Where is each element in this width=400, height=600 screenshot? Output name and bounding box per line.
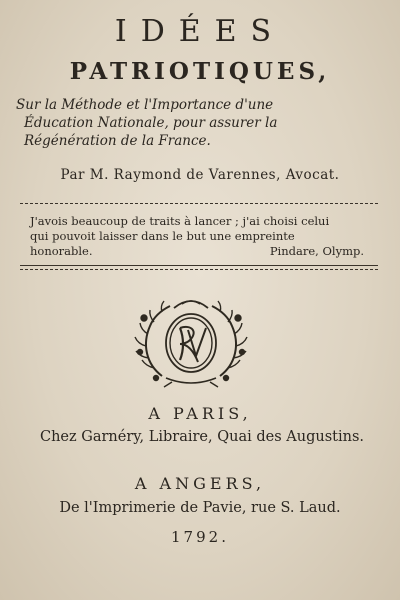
title-line-ideas: IDÉES [114,14,286,49]
epigraph-attribution: Pindare, Olymp. [269,244,364,258]
bottom-divider-dashed [20,269,378,270]
imprint-publisher-paris: Chez Garnéry, Libraire, Quai des Augustins. [39,429,364,445]
epigraph-line-2: qui pouvoit laisser dans le but une empreinte [30,229,295,243]
imprint-city-angers: A ANGERS, [134,474,266,493]
bottom-divider [20,265,378,266]
subtitle [16,96,386,150]
epigraph-line-1: J'avois beaucoup de traits à lancer ; j'ai choisi celui [30,214,330,228]
imprint-publisher-angers: De l'Imprimerie de Pavie, rue S. Laud. [59,500,341,516]
imprint-year: 1792. [171,528,229,546]
subtitle-line-2: Éducation Nationale, pour assurer la [24,115,278,131]
subtitle-line-3: Régénération de la France. [24,133,211,149]
monogram-vignette-icon [132,298,250,388]
top-divider [20,203,378,204]
subtitle-line-1: Sur la Méthode et l'Importance d'une [16,97,274,113]
author-line: Par M. Raymond de Varennes, Avocat. [60,167,340,183]
imprint-city-paris: A PARIS, [148,404,252,423]
epigraph-line-3 [30,244,370,259]
epigraph [30,214,370,259]
epigraph-line-3-text: honorable. [30,244,93,258]
title-line-patriotiques: PATRIOTIQUES, [69,58,331,85]
